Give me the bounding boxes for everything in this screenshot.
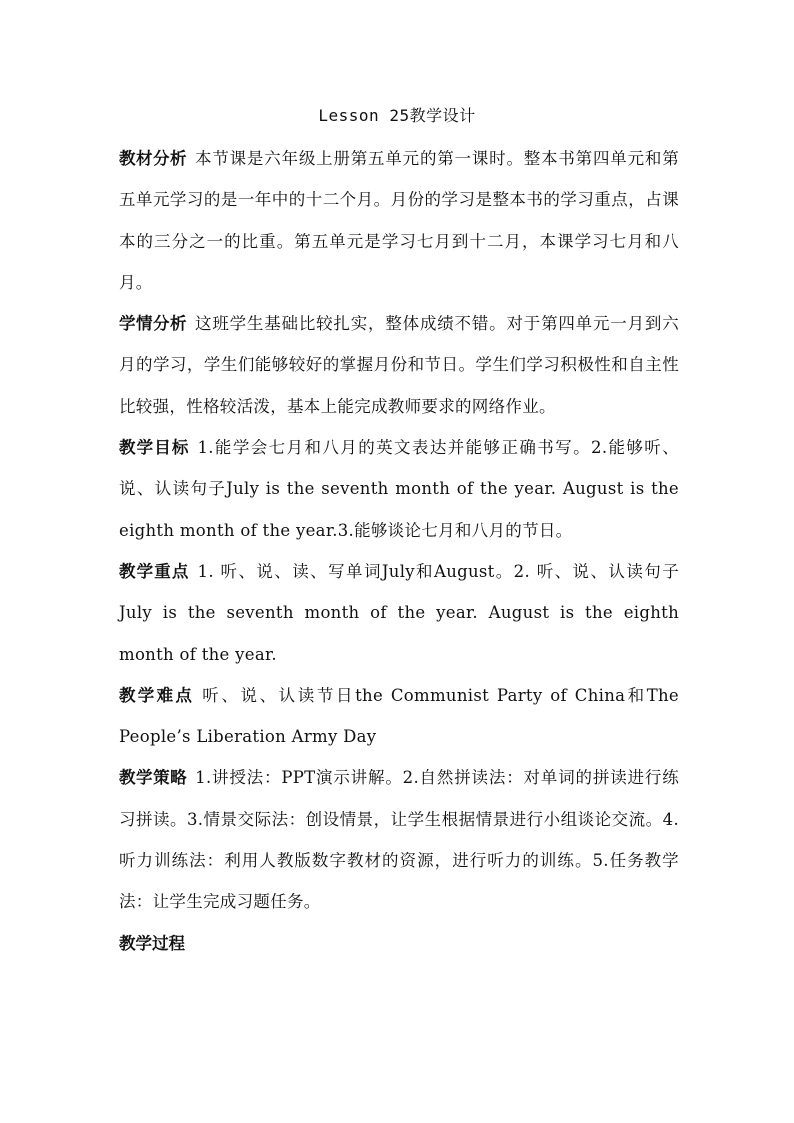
section-text: 本节课是六年级上册第五单元的第一课时。整本书第四单元和第五单元学习的是一年中的十二个月。月份的学习是整本书的学习重点，占课本的三分之一的比重。第五单元是学习七月到十二月，本课学习七月和八月。 (119, 149, 679, 292)
section-text: 1. 听、说、读、写单词July和August。2. 听、说、认读句子 July is the seventh month of the year. August is the eighth month of the year. (119, 561, 679, 664)
section-label: 教学目标 (119, 438, 190, 458)
section-label: 教材分析 (119, 149, 188, 168)
section-text: 听、说、认读节日the Communist Party of China和The People’s Liberation Army Day (119, 685, 679, 747)
section-teaching-material-analysis (119, 138, 679, 303)
section-text: 1.讲授法：PPT演示讲解。2.自然拼读法：对单词的拼读进行练习拼读。3.情景交际法：创设情景，让学生根据情景进行小组谈论交流。4.听力训练法：利用人教版数字教材的资源，进行听力的训练。5.任务教学法：让学生完成习题任务。 (119, 768, 680, 912)
section-teaching-key-points (119, 551, 679, 675)
section-label: 教学重点 (119, 561, 190, 581)
section-text: 1.能学会七月和八月的英文表达并能够正确书写。2.能够听、说、认读句子July is the seventh month of the year. August is the eighth month of the year.3.能够谈论七月和八月的节日。 (119, 438, 680, 540)
section-label: 教学难点 (119, 685, 195, 705)
document-title: Lesson 25教学设计 (318, 106, 476, 125)
section-teaching-difficulties (119, 675, 679, 758)
section-student-analysis (119, 303, 679, 427)
section-teaching-objectives (119, 427, 679, 551)
section-label: 学情分析 (119, 314, 188, 334)
section-label: 教学策略 (119, 768, 188, 788)
document-body (119, 138, 679, 964)
section-label: 教学过程 (119, 933, 185, 953)
section-teaching-strategies (119, 757, 679, 922)
section-text: 这班学生基础比较扎实，整体成绩不错。对于第四单元一月到六月的学习，学生们能够较好的掌握月份和节日。学生们学习积极性和自主性比较强，性格较活泼，基本上能完成教师要求的网络作业。 (119, 314, 679, 416)
section-teaching-process (119, 923, 679, 964)
